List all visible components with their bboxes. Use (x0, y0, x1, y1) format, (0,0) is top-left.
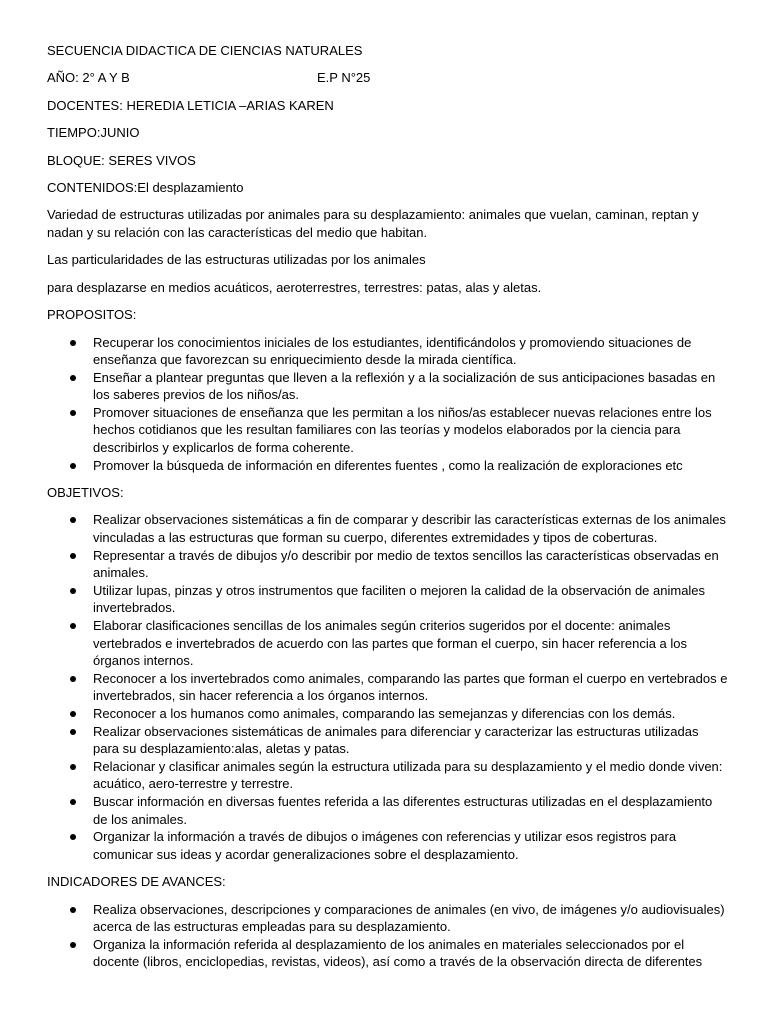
document-title: SECUENCIA DIDACTICA DE CIENCIAS NATURALES (47, 43, 363, 58)
list-item: Promover la búsqueda de información en diferentes fuentes , como la realización de exploraciones etc (47, 457, 728, 475)
school-label: E.P N°25 (317, 70, 371, 86)
block-label: BLOQUE: SERES VIVOS (47, 152, 196, 168)
list-item: Promover situaciones de enseñanza que les permitan a los niños/as establecer nuevas relaciones entre los hechos cotidianos que les resultan familiares con las teorías y modelos elaborados por la ciencia para describirlos y explicarlos de forma coherente. (47, 404, 728, 457)
objectives-heading: OBJETIVOS: (47, 485, 124, 501)
grade-school-row (47, 69, 728, 87)
time-label: TIEMPO:JUNIO (47, 125, 140, 141)
purposes-heading: PROPOSITOS: (47, 307, 137, 323)
indicators-list (47, 901, 728, 971)
list-item: Utilizar lupas, pinzas y otros instrumentos que faciliten o mejoren la calidad de la observación de animales invertebrados. (47, 582, 728, 617)
purposes-list (47, 334, 728, 475)
list-item: Realiza observaciones, descripciones y comparaciones de animales (en vivo, de imágenes y/o audiovisuales) acerca de las estructuras empleadas para su desplazamiento. (47, 901, 728, 936)
indicators-heading: INDICADORES DE AVANCES: (47, 874, 226, 890)
list-item: Realizar observaciones sistemáticas de animales para diferenciar y caracterizar las estructuras utilizadas para su desplazamiento:alas, aletas y patas. (47, 723, 728, 758)
objectives-list (47, 511, 728, 863)
list-item: Reconocer a los humanos como animales, comparando las semejanzas y diferencias con los demás. (47, 705, 728, 723)
list-item: Relacionar y clasificar animales según la estructura utilizada para su desplazamiento y el medio donde viven: acuático, aero-terrestre y terrestre. (47, 758, 728, 793)
contents-paragraph-2: Las particularidades de las estructuras utilizadas por los animales (47, 252, 426, 268)
list-item: Elaborar clasificaciones sencillas de los animales según criterios sugeridos por el docente: animales vertebrados e invertebrados de acuerdo con las partes que forman el cuerpo, sin hacer referencia a los órganos internos. (47, 617, 728, 670)
contents-paragraph-1: Variedad de estructuras utilizadas por animales para su desplazamiento: animales que vuelan, caminan, reptan y nadan y su relación con las características del medio que habitan. (47, 207, 699, 240)
list-item: Realizar observaciones sistemáticas a fin de comparar y describir las características externas de los animales vinculadas a las estructuras que forman su cuerpo, diferentes extremidades y tipos de coberturas. (47, 511, 728, 546)
list-item: Buscar información en diversas fuentes referida a las diferentes estructuras utilizadas en el desplazamiento de los animales. (47, 793, 728, 828)
teachers-label: DOCENTES: HEREDIA LETICIA –ARIAS KAREN (47, 97, 334, 113)
contents-label: CONTENIDOS:El desplazamiento (47, 179, 244, 195)
list-item: Representar a través de dibujos y/o describir por medio de textos sencillos las características observadas en animales. (47, 547, 728, 582)
list-item: Organizar la información a través de dibujos o imágenes con referencias y utilizar esos registros para comunicar sus ideas y acordar generalizaciones sobre el desplazamiento. (47, 828, 728, 863)
list-item: Organiza la información referida al desplazamiento de los animales en materiales seleccionados por el docente (libros, enciclopedias, revistas, videos), así como a través de la observación directa de diferentes (47, 936, 728, 971)
grade-label: AÑO: 2° A Y B (47, 70, 130, 86)
list-item: Recuperar los conocimientos iniciales de los estudiantes, identificándolos y promoviendo situaciones de enseñanza que favorezcan su enriquecimiento desde la mirada científica. (47, 334, 728, 369)
contents-paragraph-3: para desplazarse en medios acuáticos, aeroterrestres, terrestres: patas, alas y aletas. (47, 279, 542, 295)
list-item: Reconocer a los invertebrados como animales, comparando las partes que forman el cuerpo en vertebrados e invertebrados, sin hacer referencia a los órganos internos. (47, 670, 728, 705)
list-item: Enseñar a plantear preguntas que lleven a la reflexión y a la socialización de sus anticipaciones basadas en los saberes previos de los niños/as. (47, 369, 728, 404)
